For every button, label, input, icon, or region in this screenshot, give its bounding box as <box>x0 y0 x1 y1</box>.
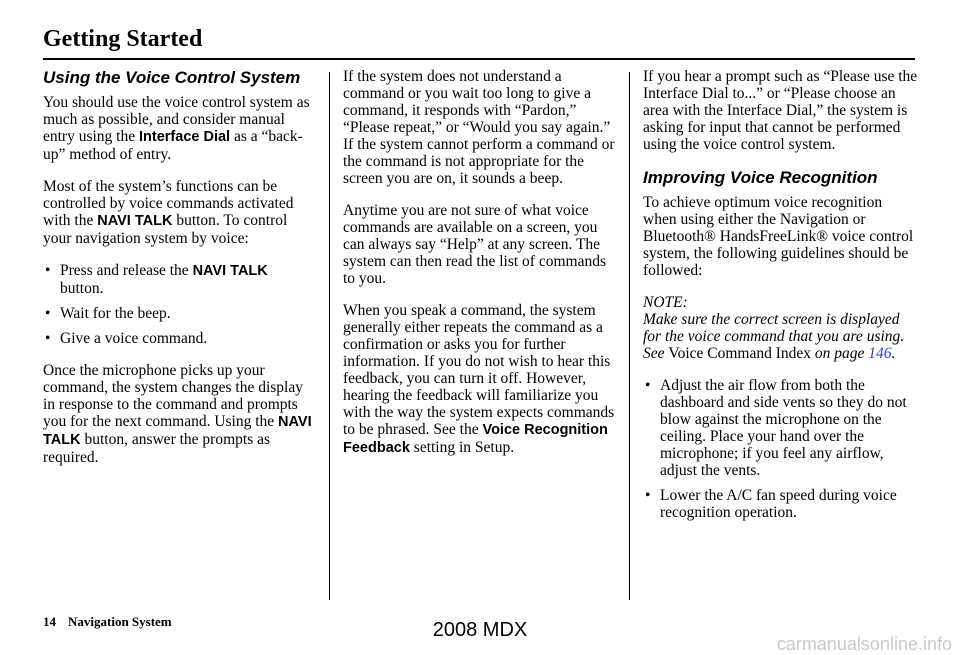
model-label: 2008 MDX <box>432 619 528 641</box>
paragraph-feedback <box>343 302 618 457</box>
page-link[interactable]: 146 <box>868 345 892 362</box>
note-block <box>643 294 918 362</box>
list-item: • Lower the A/C fan speed during voice recognition operation. <box>643 487 918 521</box>
ui-term-navi-talk: NAVI TALK <box>192 263 268 279</box>
paragraph-functions <box>43 178 315 247</box>
list-item: • Give a voice command. <box>43 330 315 347</box>
text: button. To control your navigation system by voice: <box>43 212 288 247</box>
paragraph-not-understood: If the system does not understand a command or you wait too long to give a command, it responds with “Pardon,” “Please repeat,” or “Would you say again.” If the system cannot perform a command or the command is not appropriate for the screen you are on, it sounds a beep. <box>343 68 615 187</box>
text: as a “back-up” method of entry. <box>43 128 303 163</box>
paragraph-microphone <box>43 362 315 466</box>
guidelines-list <box>643 377 918 521</box>
list-item: • Adjust the air flow from both the dashboard and side vents so they do not blow against the microphone on the ceiling. Place your hand over the microphone; if you feel any airflow, adjust the vents. <box>643 377 918 479</box>
reference-voice-command-index: Voice Command Index <box>668 345 812 362</box>
text: setting in Setup. <box>409 439 515 456</box>
text: Once the microphone picks up your command, the system changes the display in response to the command and prompts you for the next command. Using the <box>43 362 303 430</box>
footer-section: Navigation System <box>68 614 172 629</box>
section-heading-improving: Improving Voice Recognition <box>643 168 878 187</box>
header-divider <box>43 58 915 60</box>
note-label: NOTE: <box>643 294 688 311</box>
paragraph-intro <box>43 94 315 163</box>
ui-term-navi-talk: NAVI TALK <box>43 414 312 448</box>
text: When you speak a command, the system generally either repeats the command as a confirmation or asks you for further information. If you do not wish to hear this feedback, you can turn it off. However, hearing the feedback will familiarize you with the way the system expects commands to be phrased. See the <box>343 302 615 438</box>
text: Most of the system’s functions can be controlled by voice commands activated with the <box>43 178 294 229</box>
column-2 <box>343 68 618 472</box>
column-3 <box>643 68 918 536</box>
text: button, answer the prompts as required. <box>43 431 271 466</box>
column-divider-2 <box>629 72 630 600</box>
ui-term-navi-talk: NAVI TALK <box>97 213 173 229</box>
text: You should use the voice control system as much as possible, and consider manual entry using the <box>43 94 310 145</box>
text: Press and release the <box>60 262 193 279</box>
list-item: • Wait for the beep. <box>43 305 315 322</box>
column-divider-1 <box>329 72 330 600</box>
list-item <box>43 262 315 297</box>
watermark: carmanualsonline.info <box>776 634 952 654</box>
steps-list <box>43 262 315 347</box>
text: on page <box>811 345 869 362</box>
text: Make sure the correct screen is displayed for the voice command that you are using. See <box>643 311 905 362</box>
page-title: Getting Started <box>43 26 203 52</box>
text: . <box>891 345 896 362</box>
section-heading-voice-control: Using the Voice Control System <box>43 68 301 87</box>
text: button. <box>60 280 104 297</box>
column-1 <box>43 68 315 481</box>
page-number: 14 <box>43 614 56 629</box>
ui-term-voice-recognition-feedback: Voice Recognition Feedback <box>343 422 608 456</box>
paragraph-prompt: If you hear a prompt such as “Please use the Interface Dial to...” or “Please choose an area with the Interface Dial,” the system is asking for input that cannot be performed using the voice control system. <box>643 68 918 153</box>
ui-term-interface-dial: Interface Dial <box>139 129 231 145</box>
paragraph-help: Anytime you are not sure of what voice commands are available on a screen, you can always say “Help” at any screen. The system can then read the list of commands to you. <box>343 202 607 287</box>
paragraph-guidelines: To achieve optimum voice recognition when using either the Navigation or Bluetooth® HandsFreeLink® voice control system, the following guidelines should be followed: <box>643 194 914 279</box>
